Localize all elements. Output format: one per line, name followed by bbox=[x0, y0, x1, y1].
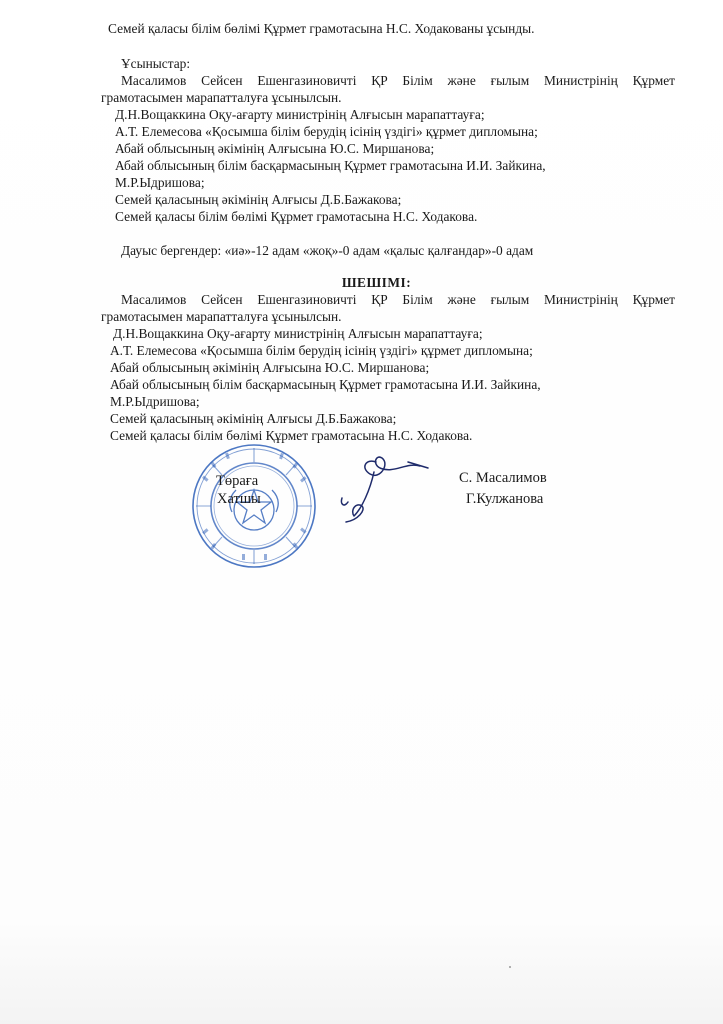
proposal-4: Абай облысының әкімінің Алғысына Ю.С. Миршанова; bbox=[115, 141, 435, 156]
proposal-2: Д.Н.Вощаккина Оқу-ағарту министрінің Алғысын марапаттауға; bbox=[115, 107, 485, 122]
proposal-7: Семей қаласы білім бөлімі Құрмет грамотасына Н.С. Ходакова. bbox=[115, 209, 478, 224]
secretary-name: Г.Кулжанова bbox=[466, 491, 544, 507]
proposal-5-line-1: Абай облысының білім басқармасының Құрмет грамотасына И.И. Зайкина, bbox=[115, 158, 546, 173]
proposal-6: Семей қаласының әкімінің Алғысы Д.Б.Бажакова; bbox=[115, 192, 402, 207]
chair-label: Төраға bbox=[216, 473, 259, 489]
proposal-1-line-1: Масалимов Сейсен Ешенгазиновичті ҚР Білім және ғылым Министрінің Құрмет bbox=[121, 73, 675, 88]
proposal-5-line-2: М.Р.Ыдришова; bbox=[115, 175, 205, 190]
chair-name: С. Масалимов bbox=[459, 470, 547, 486]
decision-1-line-1: Масалимов Сейсен Ешенгазиновичті ҚР Білім және ғылым Министрінің Құрмет bbox=[121, 292, 675, 307]
intro-line: Семей қаласы білім бөлімі Құрмет грамотасына Н.С. Ходакованы ұсынды. bbox=[108, 21, 535, 36]
decision-5-line-2: М.Р.Ыдришова; bbox=[110, 394, 200, 409]
proposal-1-line-2: грамотасымен марапатталуға ұсынылсын. bbox=[101, 90, 342, 105]
signature-icon bbox=[336, 450, 436, 530]
decision-1-line-2: грамотасымен марапатталуға ұсынылсын. bbox=[101, 309, 342, 324]
decision-5-line-1: Абай облысының білім басқармасының Құрмет грамотасына И.И. Зайкина, bbox=[110, 377, 541, 392]
decision-7: Семей қаласы білім бөлімі Құрмет грамотасына Н.С. Ходакова. bbox=[110, 428, 473, 443]
decision-3: А.Т. Елемесова «Қосымша білім берудің ісінің үздігі» құрмет дипломына; bbox=[110, 343, 533, 358]
proposals-label: Ұсыныстар: bbox=[121, 56, 191, 71]
decision-4: Абай облысының әкімінің Алғысына Ю.С. Миршанова; bbox=[110, 360, 430, 375]
proposal-3: А.Т. Елемесова «Қосымша білім берудің ісінің үздігі» құрмет дипломына; bbox=[115, 124, 538, 139]
vote-line: Дауыс бергендер: «иә»-12 адам «жоқ»-0 адам «қалыс қалғандар»-0 адам bbox=[121, 243, 534, 258]
decision-heading: ШЕШІМІ: bbox=[341, 275, 412, 290]
decision-6: Семей қаласының әкімінің Алғысы Д.Б.Бажакова; bbox=[110, 411, 397, 426]
scan-speck bbox=[509, 966, 511, 968]
secretary-label: Хатшы bbox=[217, 491, 261, 507]
decision-2: Д.Н.Вощаккина Оқу-ағарту министрінің Алғысын марапаттауға; bbox=[113, 326, 483, 341]
